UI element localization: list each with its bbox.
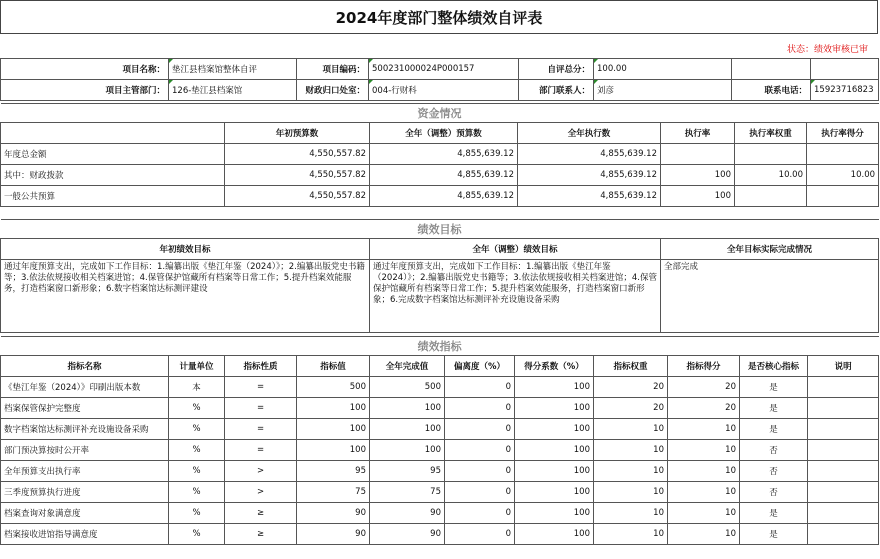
funds-header-cell: 全年（调整）预算数 xyxy=(370,123,518,144)
indicator-header-cell: 指标性质 xyxy=(225,356,297,377)
indicators-table xyxy=(0,336,879,545)
table-row xyxy=(1,377,879,398)
indicator-cell xyxy=(808,398,879,419)
indicator-cell: = xyxy=(225,377,297,398)
indicator-cell: 75 xyxy=(370,482,445,503)
funds-row-label: 年度总金额 xyxy=(1,144,225,165)
indicator-cell xyxy=(808,524,879,545)
indicator-cell xyxy=(808,377,879,398)
indicator-cell: 20 xyxy=(668,377,740,398)
indicator-cell: % xyxy=(169,440,225,461)
goals-section-title: 绩效目标 xyxy=(1,220,879,239)
table-row xyxy=(1,165,879,186)
indicator-name: 三季度预算执行进度 xyxy=(1,482,169,503)
indicator-cell: 10 xyxy=(668,524,740,545)
indicator-cell: 100 xyxy=(370,440,445,461)
indicator-cell: 10 xyxy=(594,461,668,482)
funds-cell: 4,855,639.12 xyxy=(518,165,661,186)
indicator-cell: 是 xyxy=(740,524,808,545)
table-row xyxy=(1,482,879,503)
phone-value: 15923716823 xyxy=(811,80,879,101)
indicator-header-cell: 全年完成值 xyxy=(370,356,445,377)
indicator-cell: 10 xyxy=(668,503,740,524)
funds-header-cell: 全年执行数 xyxy=(518,123,661,144)
funds-cell: 4,550,557.82 xyxy=(225,144,370,165)
indicator-cell: 90 xyxy=(297,524,370,545)
indicator-header-cell: 指标权重 xyxy=(594,356,668,377)
funds-header-cell xyxy=(1,123,225,144)
funds-cell: 10.00 xyxy=(807,165,879,186)
funds-cell: 4,855,639.12 xyxy=(370,186,518,207)
indicator-cell: 100 xyxy=(515,398,594,419)
funds-cell: 4,550,557.82 xyxy=(225,186,370,207)
indicator-cell: 否 xyxy=(740,482,808,503)
indicator-cell: 10 xyxy=(594,440,668,461)
indicator-cell: 100 xyxy=(515,419,594,440)
indicator-header-cell: 指标得分 xyxy=(668,356,740,377)
indicator-cell: 100 xyxy=(297,440,370,461)
indicator-cell: 500 xyxy=(370,377,445,398)
indicator-cell: 本 xyxy=(169,377,225,398)
indicator-header-cell: 偏离度（%） xyxy=(445,356,515,377)
funds-cell xyxy=(735,144,807,165)
funds-cell: 4,855,639.12 xyxy=(518,186,661,207)
indicator-header-cell: 指标名称 xyxy=(1,356,169,377)
indicator-cell: = xyxy=(225,419,297,440)
indicator-cell: 0 xyxy=(445,419,515,440)
indicator-name: 全年预算支出执行率 xyxy=(1,461,169,482)
funds-cell: 4,550,557.82 xyxy=(225,165,370,186)
indicator-cell: = xyxy=(225,398,297,419)
indicator-header-cell: 得分系数（%） xyxy=(515,356,594,377)
indicator-cell: 100 xyxy=(515,524,594,545)
indicator-cell: 90 xyxy=(370,503,445,524)
table-row xyxy=(1,419,879,440)
indicator-cell: 100 xyxy=(515,503,594,524)
indicator-cell xyxy=(808,461,879,482)
indicator-name: 档案查询对象满意度 xyxy=(1,503,169,524)
indicator-cell: 20 xyxy=(594,398,668,419)
indicator-name: 部门预决算按时公开率 xyxy=(1,440,169,461)
indicator-name: 档案保管保护完整度 xyxy=(1,398,169,419)
funds-cell: 100 xyxy=(661,186,735,207)
finance-label: 财政归口处室： xyxy=(297,80,369,101)
indicator-cell xyxy=(808,440,879,461)
score-value: 100.00 xyxy=(594,59,732,80)
funds-header-cell: 执行率 xyxy=(661,123,735,144)
table-row xyxy=(1,398,879,419)
indicator-cell: 10 xyxy=(594,482,668,503)
funds-section-title: 资金情况 xyxy=(1,104,879,123)
indicator-cell: 100 xyxy=(515,461,594,482)
indicator-cell: > xyxy=(225,482,297,503)
indicator-cell: 95 xyxy=(370,461,445,482)
info-table xyxy=(0,58,879,101)
goals-header-adjusted: 全年（调整）绩效目标 xyxy=(370,239,661,260)
indicator-header-cell: 说明 xyxy=(808,356,879,377)
indicator-cell: 20 xyxy=(594,377,668,398)
indicator-cell: 100 xyxy=(297,419,370,440)
indicator-cell: = xyxy=(225,440,297,461)
funds-cell: 10.00 xyxy=(735,165,807,186)
funds-header-cell: 执行率得分 xyxy=(807,123,879,144)
indicator-cell: > xyxy=(225,461,297,482)
dept-label: 项目主管部门： xyxy=(1,80,169,101)
table-row xyxy=(1,440,879,461)
indicator-cell: 是 xyxy=(740,503,808,524)
goals-header-actual: 全年目标实际完成情况 xyxy=(661,239,879,260)
indicator-cell: 75 xyxy=(297,482,370,503)
goals-initial-text: 通过年度预算支出，完成如下工作目标：1.编纂出版《垫江年鉴（2024）》；2.编纂出版党史书籍等；3.依法依规接收相关档案进馆；4.保管保护馆藏所有档案等日常工作；5.提升档案效能服务，打造档案窗口新形象；6.数字档案馆达标测评建设 xyxy=(1,260,370,333)
indicator-cell: 否 xyxy=(740,461,808,482)
indicator-cell: % xyxy=(169,482,225,503)
indicator-cell: 90 xyxy=(370,524,445,545)
indicator-cell: 10 xyxy=(594,503,668,524)
indicator-cell: ≥ xyxy=(225,503,297,524)
funds-cell: 4,855,639.12 xyxy=(370,144,518,165)
contact-label: 部门联系人： xyxy=(519,80,594,101)
indicator-cell: 100 xyxy=(370,419,445,440)
indicator-cell: % xyxy=(169,461,225,482)
goals-table xyxy=(0,219,879,333)
indicators-section-title: 绩效指标 xyxy=(1,337,879,356)
indicator-cell: % xyxy=(169,524,225,545)
indicator-cell: 10 xyxy=(594,524,668,545)
funds-cell: 4,855,639.12 xyxy=(518,144,661,165)
indicator-cell: 0 xyxy=(445,503,515,524)
table-row xyxy=(1,186,879,207)
dept-value: 126-垫江县档案馆 xyxy=(169,80,297,101)
table-row xyxy=(1,503,879,524)
indicator-cell: 100 xyxy=(515,440,594,461)
indicator-cell: % xyxy=(169,419,225,440)
indicator-cell: 95 xyxy=(297,461,370,482)
indicator-name: 档案接收进馆指导满意度 xyxy=(1,524,169,545)
indicator-cell: 是 xyxy=(740,419,808,440)
indicator-cell: 0 xyxy=(445,398,515,419)
indicator-cell: 90 xyxy=(297,503,370,524)
indicator-cell xyxy=(808,419,879,440)
indicator-cell: 0 xyxy=(445,524,515,545)
funds-row-label: 其中：财政拨款 xyxy=(1,165,225,186)
indicator-cell: ≥ xyxy=(225,524,297,545)
indicator-cell: 100 xyxy=(297,398,370,419)
status-badge: 状态：绩效审核已审 xyxy=(786,45,868,55)
indicator-cell: 10 xyxy=(668,461,740,482)
indicator-cell: % xyxy=(169,503,225,524)
project-code-value: 500231000024P000157 xyxy=(369,59,519,80)
indicator-header-cell: 指标值 xyxy=(297,356,370,377)
funds-row-label: 一般公共预算 xyxy=(1,186,225,207)
indicator-cell: 10 xyxy=(668,440,740,461)
finance-value: 004-行财科 xyxy=(369,80,519,101)
goals-header-initial: 年初绩效目标 xyxy=(1,239,370,260)
indicator-name: 《垫江年鉴（2024）》印刷出版本数 xyxy=(1,377,169,398)
page-title: 2024年度部门整体绩效自评表 xyxy=(0,0,878,34)
indicator-cell: 0 xyxy=(445,440,515,461)
indicator-cell: 0 xyxy=(445,482,515,503)
indicator-cell: 0 xyxy=(445,377,515,398)
phone-label: 联系电话： xyxy=(732,80,811,101)
indicator-cell: 20 xyxy=(668,398,740,419)
project-code-label: 项目编码： xyxy=(297,59,369,80)
funds-table xyxy=(0,103,879,207)
indicator-cell: 100 xyxy=(515,377,594,398)
funds-cell xyxy=(807,144,879,165)
goals-actual-text: 全部完成 xyxy=(661,260,879,333)
indicator-cell xyxy=(808,482,879,503)
indicator-cell: 100 xyxy=(515,482,594,503)
funds-header-cell: 年初预算数 xyxy=(225,123,370,144)
indicator-cell: 10 xyxy=(594,419,668,440)
indicator-header-cell: 是否核心指标 xyxy=(740,356,808,377)
indicator-cell: 100 xyxy=(370,398,445,419)
table-row xyxy=(1,524,879,545)
indicator-name: 数字档案馆达标测评补充设施设备采购 xyxy=(1,419,169,440)
indicator-cell: 10 xyxy=(668,482,740,503)
contact-value: 刘彦 xyxy=(594,80,732,101)
indicator-cell: 是 xyxy=(740,377,808,398)
funds-cell xyxy=(807,186,879,207)
indicator-cell: 500 xyxy=(297,377,370,398)
funds-cell xyxy=(735,186,807,207)
goals-adjusted-text: 通过年度预算支出，完成如下工作目标：1.编纂出版《垫江年鉴（2024）》；2.编纂出版党史书籍等；3.依法依规接收相关档案进馆；4.保管保护馆藏所有档案等日常工作；5.提升档案效能服务，打造档案窗口新形象；6.完成数字档案馆达标测评补充设施设备采购 xyxy=(370,260,661,333)
table-row xyxy=(1,461,879,482)
funds-cell: 4,855,639.12 xyxy=(370,165,518,186)
indicator-cell: 0 xyxy=(445,461,515,482)
indicator-cell: % xyxy=(169,398,225,419)
funds-cell xyxy=(661,144,735,165)
indicator-header-cell: 计量单位 xyxy=(169,356,225,377)
project-name-value: 垫江县档案馆整体自评 xyxy=(169,59,297,80)
table-row xyxy=(1,144,879,165)
indicator-cell: 是 xyxy=(740,398,808,419)
project-name-label: 项目名称： xyxy=(1,59,169,80)
funds-cell: 100 xyxy=(661,165,735,186)
indicator-cell: 否 xyxy=(740,440,808,461)
funds-header-cell: 执行率权重 xyxy=(735,123,807,144)
score-label: 自评总分： xyxy=(519,59,594,80)
indicator-cell xyxy=(808,503,879,524)
indicator-cell: 10 xyxy=(668,419,740,440)
